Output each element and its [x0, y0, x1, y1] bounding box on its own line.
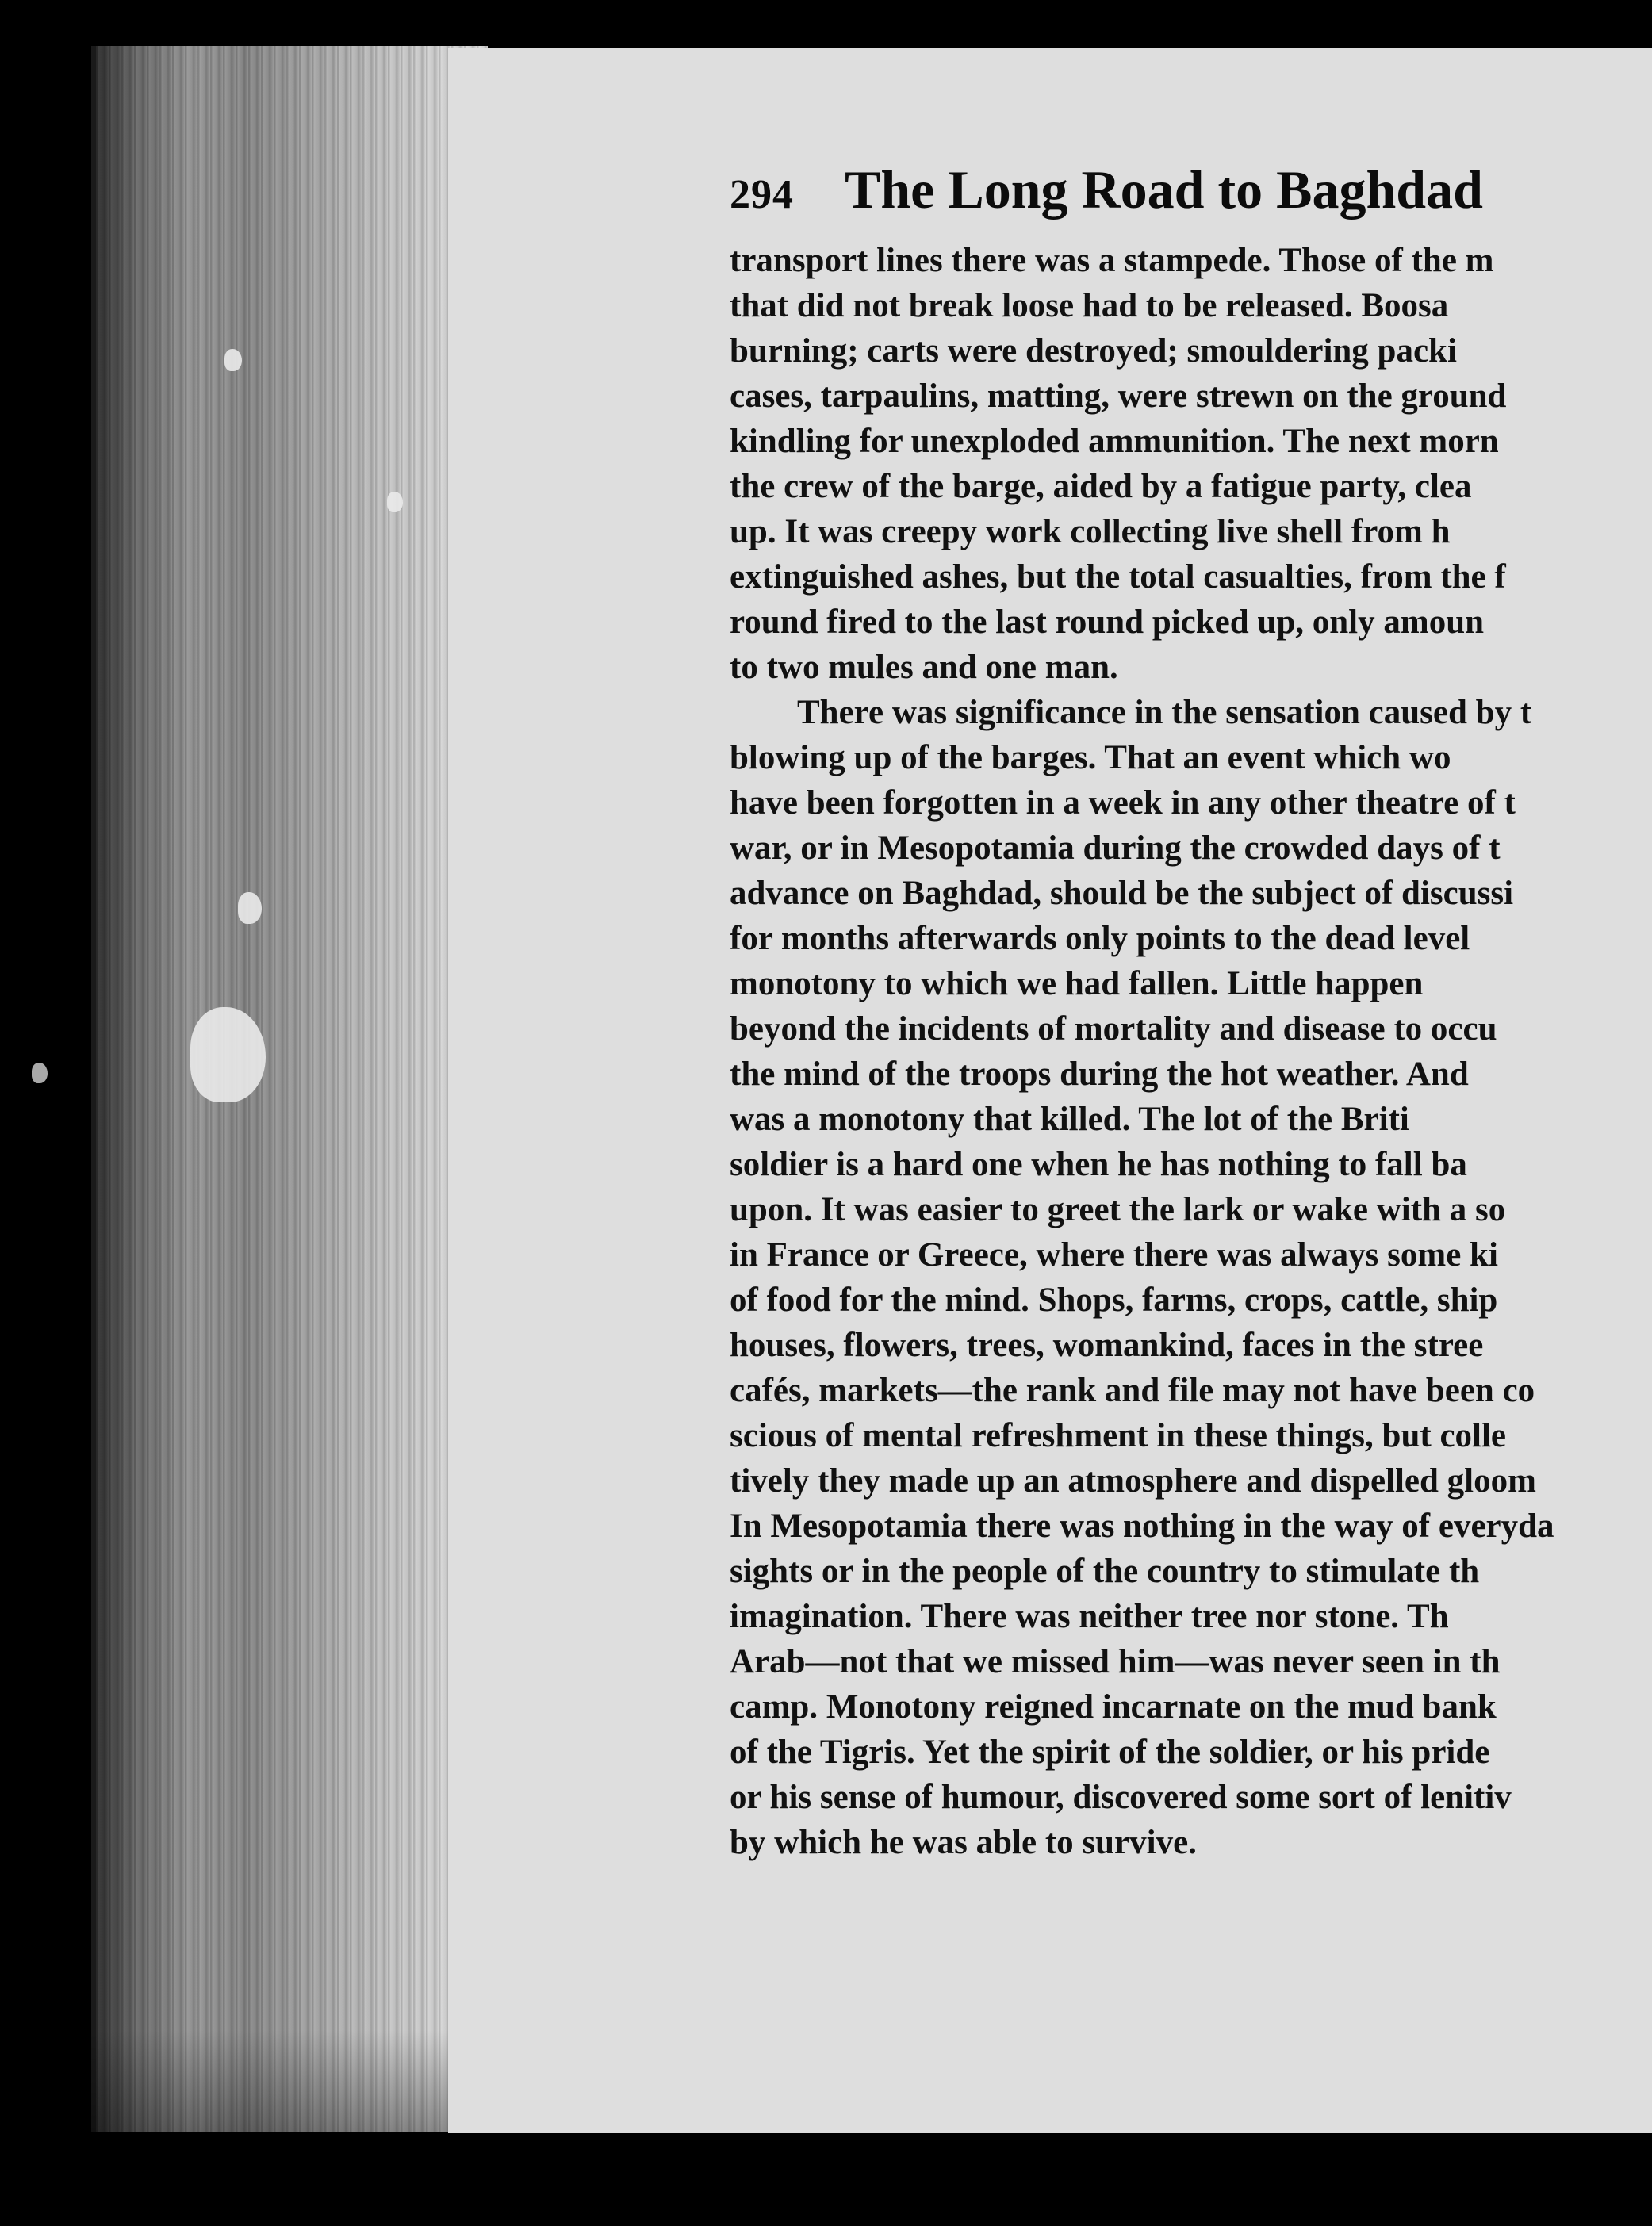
- text-line: to two mules and one man.: [730, 649, 1118, 686]
- scan-blemish: [190, 1007, 266, 1102]
- text-line: in France or Greece, where there was always some ki: [730, 1236, 1498, 1274]
- body-text: [730, 238, 1652, 1865]
- text-line: cases, tarpaulins, matting, were strewn on the ground: [730, 377, 1507, 415]
- text-line: was a monotony that killed. The lot of the Briti: [730, 1101, 1409, 1138]
- scan-blemish: [387, 492, 403, 512]
- text-line: cafés, markets—the rank and file may not have been co: [730, 1372, 1535, 1409]
- text-line: upon. It was easier to greet the lark or wake with a so: [730, 1191, 1506, 1228]
- text-line: war, or in Mesopotamia during the crowded days of t: [730, 829, 1501, 867]
- scan-blemish: [32, 1063, 48, 1083]
- page-number: 294: [730, 172, 794, 217]
- text-line: imagination. There was neither tree nor stone. Th: [730, 1598, 1449, 1635]
- text-line: or his sense of humour, discovered some sort of lenitiv: [730, 1779, 1512, 1816]
- text-line: burning; carts were destroyed; smouldering packi: [730, 332, 1457, 370]
- text-line: tively they made up an atmosphere and dispelled gloom: [730, 1462, 1536, 1500]
- text-line: There was significance in the sensation caused by t: [797, 694, 1532, 731]
- scan-blemish: [224, 349, 242, 371]
- text-line: monotony to which we had fallen. Little happen: [730, 965, 1424, 1002]
- text-line: kindling for unexploded ammunition. The next morn: [730, 423, 1499, 460]
- text-line: soldier is a hard one when he has nothing to fall ba: [730, 1146, 1467, 1183]
- text-line: sights or in the people of the country to stimulate th: [730, 1553, 1480, 1590]
- book-page: [448, 48, 1652, 2133]
- text-line: up. It was creepy work collecting live shell from h: [730, 513, 1451, 550]
- page-edge-shadow: [91, 2030, 488, 2133]
- text-line: of food for the mind. Shops, farms, crops, cattle, ship: [730, 1282, 1498, 1319]
- text-line: have been forgotten in a week in any other theatre of t: [730, 784, 1516, 822]
- text-line: round fired to the last round picked up, only amoun: [730, 603, 1485, 641]
- text-line: advance on Baghdad, should be the subject of discussi: [730, 875, 1514, 912]
- text-line: houses, flowers, trees, womankind, faces in the stree: [730, 1327, 1484, 1364]
- text-line: the mind of the troops during the hot weather. And: [730, 1056, 1469, 1093]
- text-line: beyond the incidents of mortality and disease to occu: [730, 1010, 1497, 1048]
- running-title: The Long Road to Baghdad: [845, 159, 1483, 220]
- scan-blemish: [238, 892, 262, 924]
- text-line: the crew of the barge, aided by a fatigue party, clea: [730, 468, 1472, 505]
- text-line: In Mesopotamia there was nothing in the way of everyda: [730, 1508, 1554, 1545]
- text-line: for months afterwards only points to the dead level: [730, 920, 1470, 957]
- text-line: transport lines there was a stampede. Those of the m: [730, 242, 1494, 279]
- text-line: Arab—not that we missed him—was never seen in th: [730, 1643, 1501, 1680]
- text-line: scious of mental refreshment in these things, but colle: [730, 1417, 1507, 1454]
- book-page-edges: [91, 46, 488, 2132]
- text-line: by which he was able to survive.: [730, 1824, 1197, 1861]
- text-line: that did not break loose had to be released. Boosa: [730, 287, 1449, 324]
- text-line: camp. Monotony reigned incarnate on the mud bank: [730, 1688, 1497, 1726]
- text-line: of the Tigris. Yet the spirit of the soldier, or his pride: [730, 1734, 1490, 1771]
- text-line: blowing up of the barges. That an event which wo: [730, 739, 1451, 776]
- page-header: [730, 159, 1652, 246]
- text-line: extinguished ashes, but the total casualties, from the f: [730, 558, 1506, 596]
